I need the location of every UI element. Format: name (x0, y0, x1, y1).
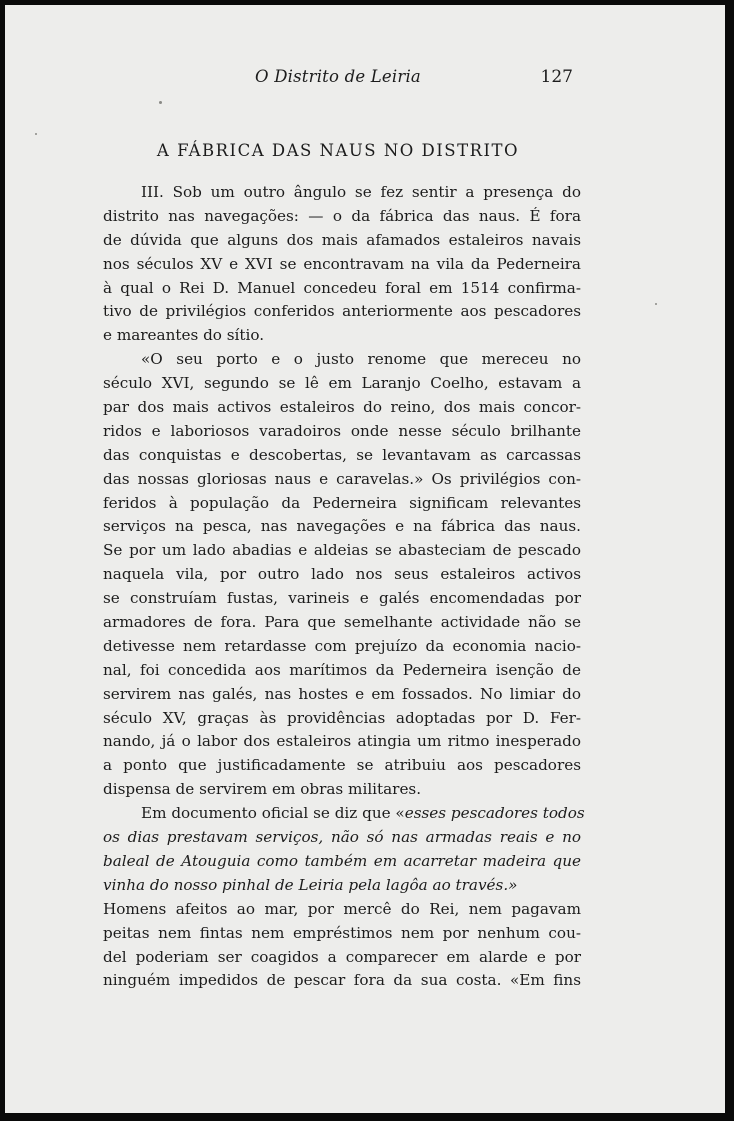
text-line: nal, foi concedida aos marítimos da Pederneira isenção de (103, 660, 581, 679)
text-line: baleal de Atouguia como também em acarretar madeira que (103, 851, 581, 870)
text-line: III. Sob um outro ângulo se fez sentir a presença do (141, 183, 581, 201)
text-line: del poderiam ser coagidos a comparecer em alarde e por (103, 947, 581, 966)
text-line: nos séculos XV e XVI se encontravam na vila da Pederneira (103, 254, 581, 273)
paper-speck (655, 303, 657, 305)
section-title: A FÁBRICA DAS NAUS NO DISTRITO (156, 141, 520, 160)
text-line: e mareantes do sítio. (103, 326, 265, 345)
text-line: Em documento oficial se diz que «esses pescadores todos (141, 804, 585, 823)
text-line: ninguém impedidos de pescar fora da sua costa. «Em fins (103, 971, 581, 990)
text-line: servirem nas galés, nas hostes e em fossados. No limiar do (103, 684, 581, 703)
text-line: «O seu porto e o justo renome que mereceu no (141, 350, 581, 369)
text-line: século XV, graças às providências adoptadas por D. Fer- (103, 708, 581, 727)
text-line: Se por um lado abadias e aldeias se abasteciam de pescado (103, 541, 581, 560)
text-line: de dúvida que alguns dos mais afamados estaleiros navais (103, 230, 581, 249)
text-line: se construíam fustas, varineis e galés encomendadas por (103, 589, 581, 608)
book-page (5, 5, 725, 1113)
text-line: Homens afeitos ao mar, por mercê do Rei, nem pagavam (103, 899, 581, 918)
text-line: das nossas gloriosas naus e caravelas.» Os privilégios con- (103, 469, 581, 488)
text-line: armadores de fora. Para que semelhante actividade não se (103, 613, 581, 632)
text-line: peitas nem fintas nem empréstimos nem por nenhum cou- (103, 923, 581, 942)
text-line: ridos e laboriosos varadoiros onde nesse século brilhante (103, 421, 581, 440)
text-line: naquela vila, por outro lado nos seus estaleiros activos (103, 565, 581, 584)
text-line: tivo de privilégios conferidos anteriormente aos pescadores (103, 302, 581, 321)
page-header (103, 67, 573, 91)
body-text (103, 181, 585, 993)
text-line: dispensa de servirem em obras militares. (103, 780, 422, 799)
text-line: das conquistas e descobertas, se levantavam as carcassas (103, 445, 581, 464)
text-line: a ponto que justificadamente se atribuiu aos pescadores (103, 756, 581, 775)
text-line: distrito nas navegações: — o da fábrica das naus. É fora (103, 206, 581, 225)
text-line: feridos à população da Pederneira significam relevantes (103, 493, 581, 512)
text-line: par dos mais activos estaleiros do reino, dos mais concor- (103, 398, 581, 417)
paper-speck (159, 101, 162, 104)
text-line: serviços na pesca, nas navegações e na fábrica das naus. (103, 517, 581, 536)
text-line: século XVI, segundo se lê em Laranjo Coelho, estavam a (103, 374, 581, 393)
paper-speck (35, 133, 37, 135)
page-number: 127 (540, 67, 573, 87)
text-line: à qual o Rei D. Manuel concedeu foral em 1514 confirma- (103, 278, 581, 297)
text-line: detivesse nem retardasse com prejuízo da economia nacio- (103, 636, 581, 655)
running-head: O Distrito de Leiria (255, 67, 421, 86)
text-line: os dias prestavam serviços, não só nas armadas reais e no (103, 828, 581, 847)
text-line: vinha do nosso pinhal de Leiria pela lagôa ao través.» (103, 875, 518, 894)
text-line: nando, já o labor dos estaleiros atingia um ritmo inesperado (103, 732, 581, 751)
